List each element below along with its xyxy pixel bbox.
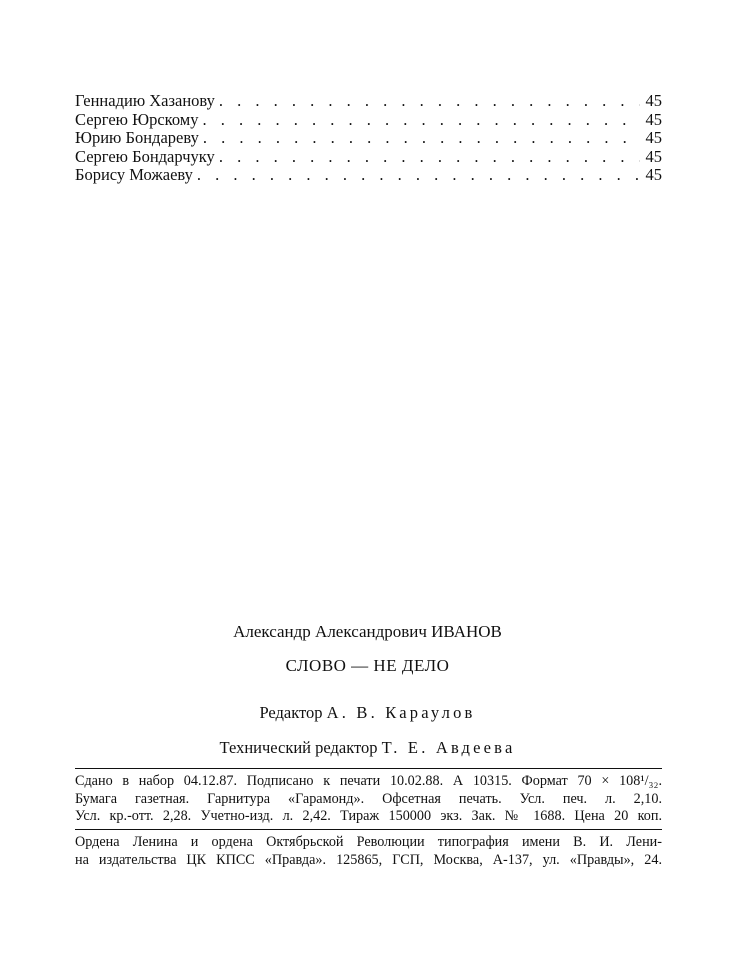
book-title: СЛОВО — НЕ ДЕЛО bbox=[285, 656, 450, 675]
imprint-line: Бумага газетная. Гарнитура «Гарамонд». Офсетная печать. Усл. печ. л. 2,10. bbox=[75, 790, 662, 807]
toc-entry bbox=[75, 129, 662, 148]
editor-label: Редактор bbox=[259, 703, 323, 722]
editor-name: А. В. Караулов bbox=[326, 703, 476, 722]
imprint-line: Усл. кр.-отт. 2,28. Учетно-изд. л. 2,42. Тираж 150000 экз. Зак. № 1688. Цена 20 коп. bbox=[75, 808, 662, 824]
toc-entry bbox=[75, 111, 662, 130]
tech-editor-label: Технический редактор bbox=[219, 738, 378, 757]
tech-editor-credit bbox=[0, 738, 735, 758]
toc-entry bbox=[75, 166, 662, 185]
toc-leader-dots bbox=[219, 148, 640, 167]
toc-entry-page: 45 bbox=[645, 165, 662, 184]
table-of-contents bbox=[75, 92, 662, 185]
toc-leader-dots bbox=[219, 92, 640, 111]
printer-line: на издательства ЦК КПСС «Правда». 125865, ГСП, Москва, А-137, ул. «Правды», 24. bbox=[75, 851, 662, 868]
toc-entry-title: Сергею Бондарчуку bbox=[75, 146, 215, 166]
imprint-top-rule bbox=[75, 768, 662, 769]
toc-entry bbox=[75, 148, 662, 167]
toc-leader-dots bbox=[202, 111, 639, 130]
toc-entry bbox=[75, 92, 662, 111]
toc-entry-page: 45 bbox=[645, 146, 662, 166]
toc-entry-page: 45 bbox=[645, 91, 662, 110]
tech-editor-name: Т. Е. Авдеева bbox=[381, 738, 516, 757]
imprint-middle-rule bbox=[75, 829, 662, 830]
toc-entry-page: 45 bbox=[645, 128, 662, 147]
author-name: Александр Александрович ИВАНОВ bbox=[233, 622, 502, 641]
editor-credit bbox=[0, 703, 735, 723]
toc-leader-dots bbox=[203, 129, 640, 148]
printer-block bbox=[75, 834, 662, 869]
printer-line: Ордена Ленина и ордена Октябрьской Революции типография имени В. И. Лени- bbox=[75, 834, 662, 850]
toc-entry-page: 45 bbox=[645, 109, 662, 129]
toc-entry-title: Юрию Бондареву bbox=[75, 128, 199, 147]
toc-leader-dots bbox=[197, 166, 640, 185]
toc-entry-title: Борису Можаеву bbox=[75, 165, 193, 184]
imprint-line: Сдано в набор 04.12.87. Подписано к печати 10.02.88. А 10315. Формат 70 × 108¹/₃₂. bbox=[75, 773, 662, 789]
toc-entry-title: Геннадию Хазанову bbox=[75, 91, 215, 110]
imprint-block bbox=[75, 773, 662, 826]
toc-entry-title: Сергею Юрскому bbox=[75, 109, 199, 129]
